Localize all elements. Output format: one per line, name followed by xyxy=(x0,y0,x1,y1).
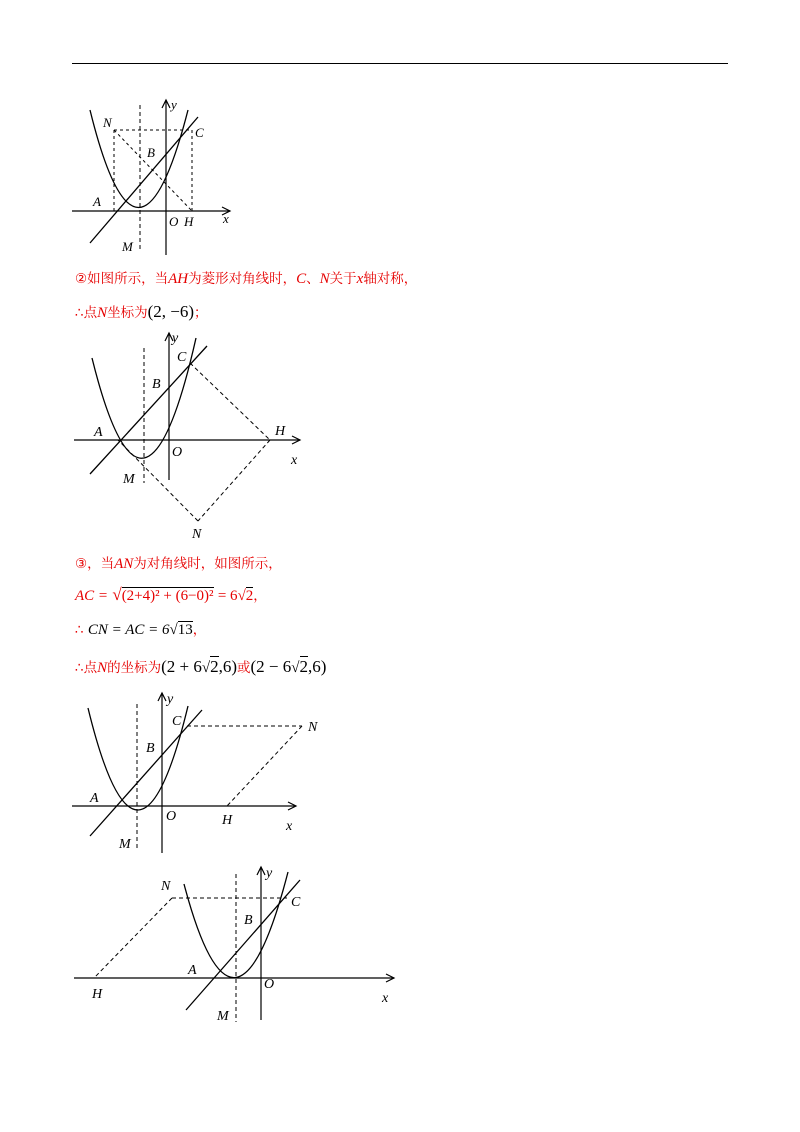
label-x: x xyxy=(382,991,389,1006)
label-O: O xyxy=(172,445,183,460)
label-A: A xyxy=(188,963,197,978)
label-B: B xyxy=(152,377,161,392)
label-x: x xyxy=(286,819,293,834)
solution-line-cn: ∴ CN = AC = 6√13， xyxy=(75,622,207,638)
label-O: O xyxy=(169,214,179,229)
label-A: A xyxy=(93,194,101,209)
solution-line-n-coords: ∴点N的坐标为(2 + 6√2,6)或(2 − 6√2,6) xyxy=(75,657,327,676)
label-H: H xyxy=(184,214,194,229)
label-N: N xyxy=(161,879,171,894)
solution-line-ac: AC = √(2+4)² + (6−0)² = 6√2， xyxy=(75,585,267,604)
label-M: M xyxy=(217,1009,229,1024)
label-x: x xyxy=(223,211,229,226)
label-B: B xyxy=(146,741,155,756)
label-M: M xyxy=(123,472,135,487)
label-N: N xyxy=(103,115,112,130)
figure-4 xyxy=(72,862,402,1027)
label-C: C xyxy=(172,714,182,729)
label-y: y xyxy=(172,331,179,346)
label-H: H xyxy=(275,424,286,439)
figure-3 xyxy=(70,688,330,858)
label-x: x xyxy=(291,453,298,468)
label-N: N xyxy=(192,527,202,542)
label-O: O xyxy=(264,977,275,992)
solution-line-n-coord: ∴点N坐标为(2, −6)； xyxy=(75,302,208,321)
label-B: B xyxy=(147,145,155,160)
label-M: M xyxy=(122,239,133,254)
solution-line-3: ③，当AN为对角线时，如图所示， xyxy=(75,556,282,572)
solution-line-2: ②如图所示，当AH为菱形对角线时，C、N关于x轴对称， xyxy=(75,271,418,287)
label-y: y xyxy=(171,97,177,112)
header-rule xyxy=(72,63,728,64)
label-H: H xyxy=(92,987,103,1002)
label-N: N xyxy=(308,720,318,735)
figure-1 xyxy=(70,95,245,260)
label-C: C xyxy=(195,125,204,140)
label-C: C xyxy=(177,350,187,365)
label-A: A xyxy=(94,425,103,440)
label-y: y xyxy=(167,692,174,707)
label-A: A xyxy=(90,791,99,806)
label-B: B xyxy=(244,913,253,928)
figure-2 xyxy=(72,328,312,542)
label-M: M xyxy=(119,837,131,852)
label-H: H xyxy=(222,813,233,828)
label-C: C xyxy=(291,895,301,910)
label-O: O xyxy=(166,809,177,824)
label-y: y xyxy=(266,866,273,881)
